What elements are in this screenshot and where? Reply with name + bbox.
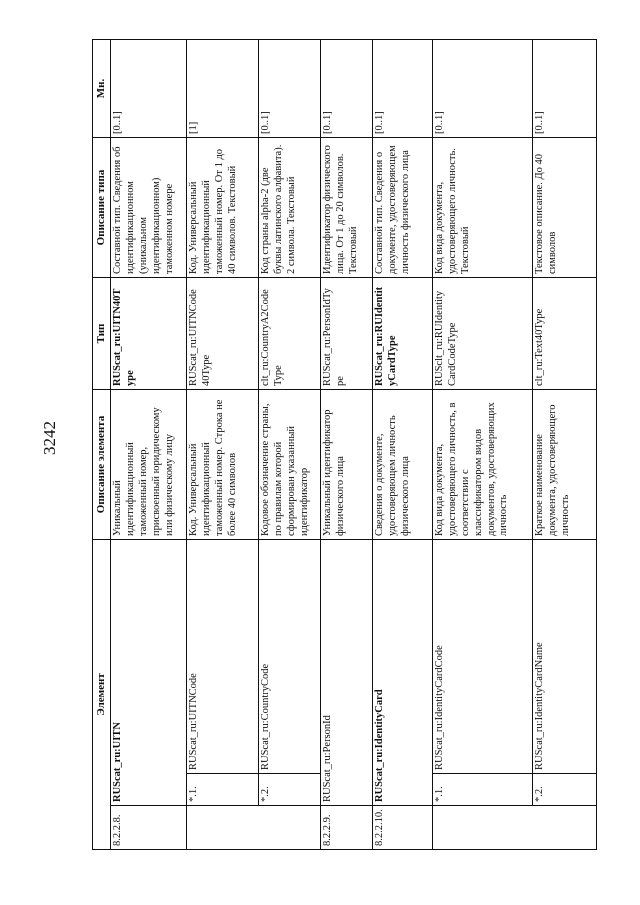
row-number: 8.2.2.8. (111, 806, 187, 850)
type-name: clt_ru:CountryA2Code Type (259, 278, 321, 390)
type-description: Идентификатор физического лица. От 1 до 20 символов. Текстовый (321, 138, 373, 278)
header-mult: Мн. (93, 40, 111, 138)
type-name: RUSclt_ru:RUIdentity CardCodeType (433, 278, 533, 390)
element-name: RUScat_ru:CountryCode (259, 540, 321, 774)
element-name: RUScat_ru:IdentityCardCode (433, 540, 533, 774)
table-header-row (93, 40, 111, 850)
table-row (259, 40, 321, 850)
element-description: Краткое наименование документа, удостоверяющего личность (533, 390, 597, 540)
multiplicity: [0..1] (433, 40, 533, 138)
element-name: RUScat_ru:PersonId (321, 540, 373, 806)
header-element: Элемент (93, 540, 111, 850)
element-name: RUScat_ru:IdentityCard (373, 540, 433, 806)
page-number: 3242 (40, 421, 59, 455)
type-name: RUScat_ru:RUIdentit yCardType (373, 278, 433, 390)
type-description: Код. Универсальный идентификационный таможенный номер. От 1 до 40 символов. Текстовый (187, 138, 259, 278)
type-description: Составной тип. Сведения об идентификационном (уникальном идентификационном) таможенном номере (111, 138, 187, 278)
type-name: RUScat_ru:PersonIdTy pe (321, 278, 373, 390)
sub-number: *.1. (187, 774, 259, 806)
multiplicity: [0..1] (373, 40, 433, 138)
header-type: Тип (93, 278, 111, 390)
type-description: Текстовое описание. До 40 символов (533, 138, 597, 278)
type-name: clt_ru:Text40Type (533, 278, 597, 390)
row-number: 8.2.2.9. (321, 806, 373, 850)
table-row (321, 40, 373, 850)
header-type-desc: Описание типа (93, 138, 111, 278)
row-number: 8.2.2.10. (373, 806, 433, 850)
type-name: RUScat_ru:UITN40T ype (111, 278, 187, 390)
element-name: RUScat_ru:UITNCode (187, 540, 259, 774)
element-name: RUScat_ru:UITN (111, 540, 187, 806)
table-row (111, 40, 187, 850)
type-description: Код вида документа, удостоверяющего личность. Текстовый (433, 138, 533, 278)
type-name: RUScat_ru:UITNCode 40Type (187, 278, 259, 390)
multiplicity: [1] (187, 40, 259, 138)
element-description: Код вида документа, удостоверяющего личность, в соответствии с классификатором видов документов, удостоверяющих личность (433, 390, 533, 540)
sub-number: *.2. (259, 774, 321, 806)
table-row (187, 40, 259, 850)
multiplicity: [0..1] (111, 40, 187, 138)
header-element-desc: Описание элемента (93, 390, 111, 540)
element-description: Уникальный идентификатор физического лица (321, 390, 373, 540)
multiplicity: [0..1] (259, 40, 321, 138)
specification-table (92, 39, 597, 850)
row-number-empty (259, 806, 321, 850)
type-description: Составной тип. Сведения о документе, удостоверяющем личность физического лица (373, 138, 433, 278)
sub-number: *.1. (433, 774, 533, 806)
table-row (533, 40, 597, 850)
element-description: Код. Универсальный идентификационный таможенный номер. Строка не более 40 символов (187, 390, 259, 540)
table-row (373, 40, 433, 850)
element-description: Уникальный идентификационный таможенный номер, присвоенный юридическому или физическому лицу (111, 390, 187, 540)
row-number-empty (433, 806, 533, 850)
sub-number: *.2. (533, 774, 597, 806)
row-number-empty (187, 806, 259, 850)
multiplicity: [0..1] (321, 40, 373, 138)
element-name: RUScat_ru:IdentityCardName (533, 540, 597, 774)
element-description: Сведения о документе, удостоверяющем личность физического лица (373, 390, 433, 540)
type-description: Код страны alpha-2 (две буквы латинского алфавита). 2 символа. Текстовый (259, 138, 321, 278)
element-description: Кодовое обозначение страны, по правилам которой сформирован указанный идентификатор (259, 390, 321, 540)
row-number-empty (533, 806, 597, 850)
table-row (433, 40, 533, 850)
rotated-table-wrapper (92, 40, 632, 850)
multiplicity: [0..1] (533, 40, 597, 138)
